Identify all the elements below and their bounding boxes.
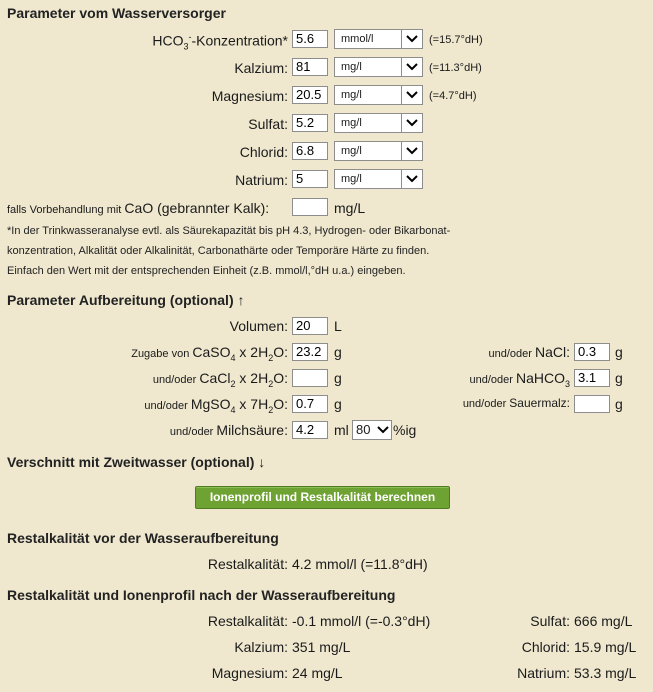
natrium-result-label: Natrium: bbox=[517, 665, 570, 681]
milchsaeure-percent-value: 80 bbox=[356, 422, 371, 437]
nahco3-unit: g bbox=[615, 370, 623, 386]
nahco3-label: und/oder NaHCO$_3$ bbox=[469, 370, 570, 389]
cacl2-unit: g bbox=[334, 370, 342, 386]
mgso4-unit: g bbox=[334, 396, 342, 412]
nacl-input[interactable]: 0.3 bbox=[574, 343, 610, 361]
sulfat-result-label: Sulfat: bbox=[530, 613, 570, 629]
sulfat-unit-value: mg/l bbox=[341, 117, 362, 129]
kalzium-unit-value: mg/l bbox=[341, 61, 362, 73]
kalzium-unit-select[interactable] bbox=[334, 57, 423, 77]
note-line-1: *In der Trinkwasseranalyse evtl. als Säurekapazität bis pH 4.3, Hydrogen- oder Bikarbonat- bbox=[7, 225, 451, 237]
calculate-button[interactable]: Ionenprofil und Restalkalität berechnen bbox=[195, 486, 450, 509]
nacl-unit: g bbox=[615, 344, 623, 360]
natrium-label: Natrium: bbox=[235, 172, 288, 188]
volumen-label: Volumen: bbox=[229, 318, 288, 334]
note-line-3: Einfach den Wert mit der entsprechenden Einheit (z.B. mmol/l,°dH u.a.) eingeben. bbox=[7, 265, 406, 277]
cao-label: falls Vorbehandlung mit CaO (gebrannter Kalk): bbox=[7, 200, 270, 216]
caso4-label: Zugabe von CaSO$_4$ x $2H_2O$: bbox=[131, 344, 288, 363]
chlorid-result-value: 15.9 mg/L bbox=[574, 639, 637, 655]
sulfat-result-value: 666 mg/L bbox=[574, 613, 633, 629]
kalzium-result-value: 351 mg/L bbox=[292, 639, 351, 655]
magnesium-result-value: 24 mg/L bbox=[292, 665, 343, 681]
volumen-unit: L bbox=[334, 318, 342, 334]
result-title-vor: Restalkalität vor der Wasseraufbereitung bbox=[7, 530, 279, 546]
chevron-down-icon bbox=[401, 142, 422, 160]
cacl2-input[interactable] bbox=[292, 369, 328, 387]
mgso4-input[interactable]: 0.7 bbox=[292, 395, 328, 413]
result-title-nach: Restalkalität und Ionenprofil nach der Wasseraufbereitung bbox=[7, 587, 396, 603]
kalzium-result-label: Kalzium: bbox=[234, 639, 288, 655]
chlorid-result-label: Chlorid: bbox=[521, 639, 570, 655]
sauermalz-unit: g bbox=[615, 396, 623, 412]
cao-input[interactable] bbox=[292, 198, 328, 216]
kalzium-hint: (=11.3°dH) bbox=[429, 62, 482, 74]
hco3-label: $HCO_3^--Konzentration*$ bbox=[152, 32, 288, 52]
restalkalitaet-nach-label: Restalkalität: bbox=[207, 613, 288, 629]
sauermalz-input[interactable] bbox=[574, 395, 610, 413]
note-line-2: konzentration, Alkalität oder Alkalinität, Carbonathärte oder Temporäre Härte zu finden. bbox=[7, 245, 430, 257]
sulfat-unit-select[interactable] bbox=[334, 113, 423, 133]
milchsaeure-label: und/oder Milchsäure: bbox=[169, 422, 288, 438]
magnesium-label: Magnesium: bbox=[211, 88, 288, 104]
hco3-unit-value: mmol/l bbox=[341, 33, 374, 45]
mgso4-label: und/oder MgSO$_4$ x $7H_2O$: bbox=[144, 396, 288, 415]
chevron-down-icon bbox=[401, 58, 422, 76]
chevron-down-icon bbox=[401, 114, 422, 132]
caso4-unit: g bbox=[334, 344, 342, 360]
chlorid-unit-select[interactable] bbox=[334, 141, 423, 161]
chevron-down-icon bbox=[401, 86, 422, 104]
restalkalitaet-nach-value: -0.1 mmol/l (=-0.3°dH) bbox=[292, 613, 431, 629]
natrium-result-value: 53.3 mg/L bbox=[574, 665, 637, 681]
kalzium-label: Kalzium: bbox=[234, 60, 288, 76]
chlorid-label: Chlorid: bbox=[239, 144, 288, 160]
natrium-unit-select[interactable] bbox=[334, 169, 423, 189]
milchsaeure-input[interactable]: 4.2 bbox=[292, 421, 328, 439]
section-title-verschnitt[interactable]: Verschnitt mit Zweitwasser (optional) ↓ bbox=[7, 454, 266, 470]
nahco3-input[interactable]: 3.1 bbox=[574, 369, 610, 387]
magnesium-unit-value: mg/l bbox=[341, 89, 362, 101]
caso4-input[interactable]: 23.2 bbox=[292, 343, 328, 361]
section-title-aufbereitung[interactable]: Parameter Aufbereitung (optional) ↑ bbox=[7, 292, 245, 308]
cao-unit: mg/L bbox=[334, 200, 366, 216]
milchsaeure-percent-select[interactable] bbox=[352, 420, 392, 440]
chevron-down-icon bbox=[401, 170, 422, 188]
sulfat-input[interactable]: 5.2 bbox=[292, 114, 328, 132]
hco3-unit-select[interactable] bbox=[334, 29, 423, 49]
sauermalz-label: und/oder Sauermalz: bbox=[462, 396, 570, 410]
nacl-label: und/oder NaCl: bbox=[488, 344, 570, 360]
milchsaeure-percent-unit: %ig bbox=[393, 422, 417, 438]
milchsaeure-unit: ml bbox=[334, 422, 349, 438]
magnesium-hint: (=4.7°dH) bbox=[429, 90, 477, 102]
chlorid-input[interactable]: 6.8 bbox=[292, 142, 328, 160]
hco3-hint: (=15.7°dH) bbox=[429, 34, 483, 46]
chlorid-unit-value: mg/l bbox=[341, 145, 362, 157]
section-title-wasserversorger: Parameter vom Wasserversorger bbox=[7, 5, 226, 21]
natrium-input[interactable]: 5 bbox=[292, 170, 328, 188]
restalkalitaet-vor-value: 4.2 mmol/l (=11.8°dH) bbox=[292, 556, 428, 572]
natrium-unit-value: mg/l bbox=[341, 173, 362, 185]
cacl2-label: und/oder CaCl$_2$ x $2H_2O$: bbox=[152, 370, 288, 389]
chevron-down-icon bbox=[375, 421, 391, 439]
magnesium-input[interactable]: 20.5 bbox=[292, 86, 328, 104]
chevron-down-icon bbox=[401, 30, 422, 48]
magnesium-unit-select[interactable] bbox=[334, 85, 423, 105]
restalkalitaet-vor-label: Restalkalität: bbox=[207, 556, 288, 572]
hco3-input[interactable]: 5.6 bbox=[292, 30, 328, 48]
kalzium-input[interactable]: 81 bbox=[292, 58, 328, 76]
magnesium-result-label: Magnesium: bbox=[211, 665, 288, 681]
sulfat-label: Sulfat: bbox=[248, 116, 288, 132]
volumen-input[interactable]: 20 bbox=[292, 317, 328, 335]
